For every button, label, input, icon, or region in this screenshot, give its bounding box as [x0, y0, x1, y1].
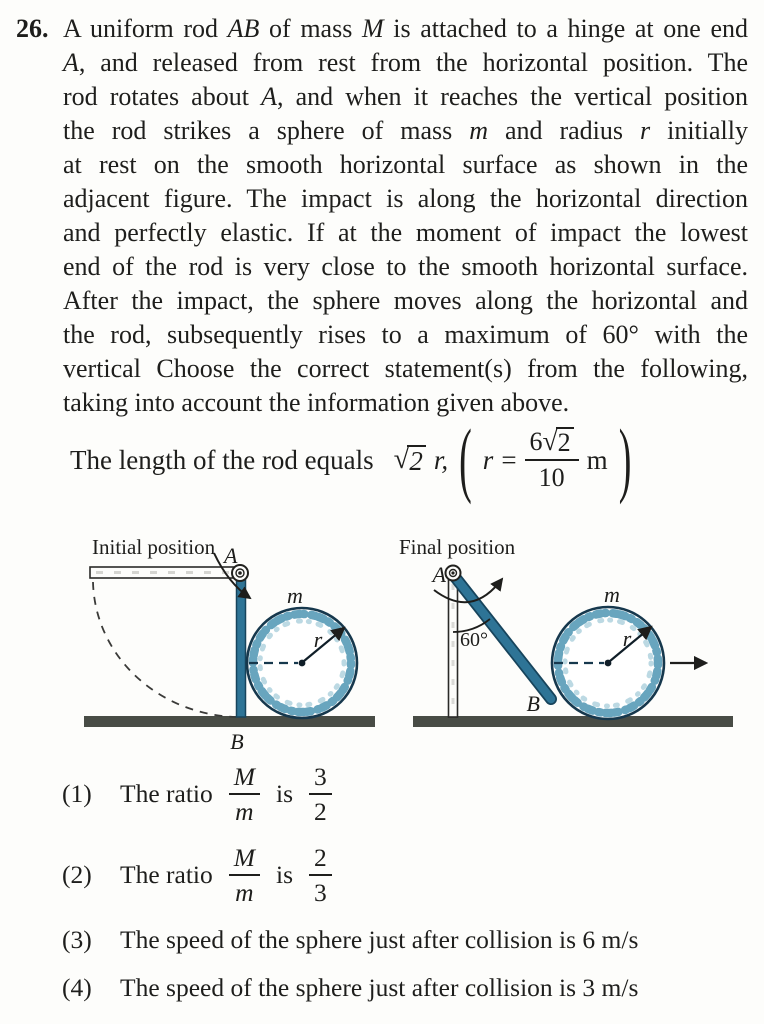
- sphere-right: [552, 607, 664, 719]
- equation-lead: The length of the rod equals: [70, 444, 374, 475]
- option-mid: is: [276, 859, 294, 889]
- mass-label-left: m: [287, 583, 303, 608]
- close-paren: ): [618, 413, 632, 507]
- unit-label: m: [586, 444, 608, 475]
- question-line: and perfectly elastic. If at the moment of impact the lowest: [63, 218, 748, 247]
- angle-label: 60°: [460, 629, 488, 651]
- question-line: vertical Choose the correct statement(s) from the following,: [63, 354, 748, 383]
- option-4: [62, 971, 752, 1005]
- swing-path-arc: [93, 582, 236, 717]
- question-line: the rod strikes a sphere of mass m and radius r initially: [63, 116, 748, 145]
- question-line: A, and released from rest from the horizontal position. The: [63, 48, 748, 77]
- question-line: A uniform rod AB of mass M is attached to a hinge at one end: [63, 14, 748, 43]
- option-2: [62, 843, 752, 908]
- option-text: The speed of the sphere just after collision is 6 m/s: [120, 925, 639, 955]
- question-line: adjacent figure. The impact is along the horizontal direction: [63, 184, 748, 213]
- question-block: [16, 12, 748, 420]
- rod-vertical: [237, 576, 246, 717]
- final-position-figure: [399, 535, 733, 727]
- r-symbol: r: [482, 444, 494, 475]
- r-value-fraction: 6 √ 2 10: [525, 427, 579, 493]
- ratio-value-fraction: $\frac{2}{3}$: [309, 843, 332, 908]
- question-line: end of the rod is very close to the smooth horizontal surface.: [63, 252, 748, 281]
- option-3: [62, 923, 752, 957]
- right-figure-title: Final position: [399, 535, 516, 559]
- hinge-icon: [446, 566, 461, 581]
- question-line: the rod, subsequently rises to a maximum of 60° with the: [63, 320, 748, 349]
- mass-ratio-fraction: $\frac{M}{m}$: [229, 762, 260, 827]
- question-line: at rest on the smooth horizontal surface as shown in the: [63, 150, 748, 179]
- option-mid: is: [276, 779, 294, 809]
- sphere-left: [247, 608, 357, 718]
- question-number: 26.: [16, 14, 49, 43]
- end-label-b-right: B: [526, 691, 540, 716]
- ground-left: [84, 716, 375, 727]
- hinge-label-a: A: [224, 543, 238, 568]
- end-label-b-left: B: [230, 729, 244, 754]
- ground-right: [413, 716, 733, 727]
- figure-diagram: [0, 520, 764, 770]
- option-lead: The ratio: [120, 779, 213, 809]
- left-figure-title: Initial position: [92, 535, 216, 559]
- mass-label-right: m: [604, 582, 620, 607]
- option-text: The speed of the sphere just after collision is 3 m/s: [120, 973, 639, 1003]
- question-line: rod rotates about A, and when it reaches the vertical position: [63, 82, 748, 111]
- mass-ratio-fraction: $\frac{M}{m}$: [229, 843, 260, 908]
- hinge-label-a: A: [432, 562, 446, 587]
- question-line: taking into account the information given above.: [63, 388, 570, 417]
- radius-label-right: r: [622, 626, 632, 651]
- option-number: (1): [62, 779, 92, 809]
- ratio-value-fraction: $\frac{3}{2}$: [309, 762, 332, 827]
- rod-initial-horizontal: [90, 567, 241, 578]
- r-variable: r,: [433, 444, 449, 475]
- option-number: (3): [62, 925, 92, 955]
- equals-sign: =: [501, 444, 517, 475]
- open-paren: (: [459, 413, 472, 507]
- question-text: [63, 12, 748, 420]
- option-1: [62, 762, 752, 827]
- option-number: (4): [62, 973, 92, 1003]
- option-lead: The ratio: [120, 859, 213, 889]
- question-line: After the impact, the sphere moves along the horizontal and: [63, 286, 748, 315]
- radius-label-left: r: [313, 627, 323, 652]
- option-number: (2): [62, 859, 92, 889]
- sqrt-2: √ 2: [394, 445, 426, 475]
- options-list: [62, 762, 752, 1019]
- initial-position-figure: [84, 535, 375, 754]
- rod-length-equation: [70, 412, 634, 508]
